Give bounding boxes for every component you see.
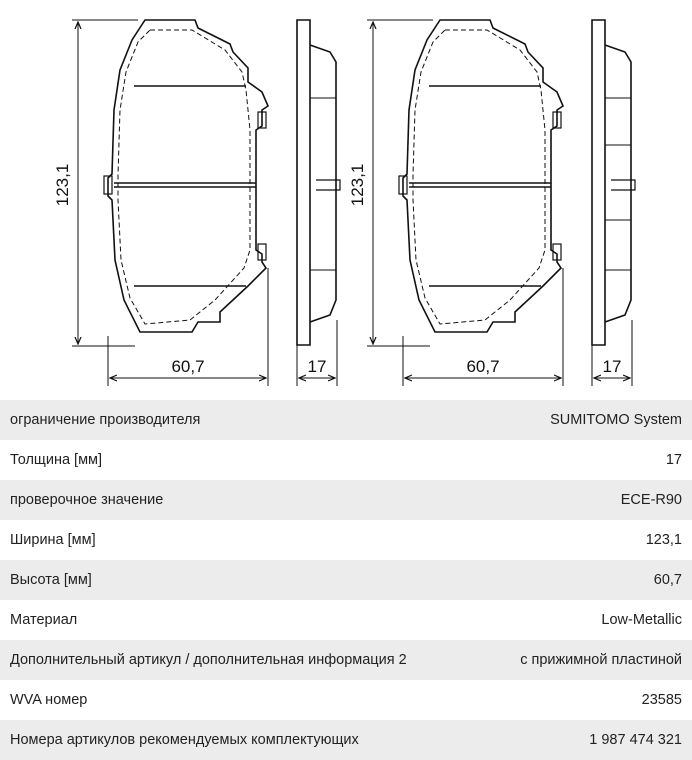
left-thickness-dimension: 17 [307,357,327,376]
left-side-backplate [297,20,310,345]
spec-row-supplementary-info [0,640,692,680]
spec-value: с прижимной пластиной [520,652,682,668]
spec-label: Высота [мм] [10,572,92,588]
spec-label: проверочное значение [10,492,164,508]
right-pad-group [348,20,635,386]
spec-label: Толщина [мм] [10,452,103,468]
left-side-friction [310,45,336,322]
right-side-backplate [592,20,605,345]
spec-row-width [0,520,692,560]
spec-row-height [0,560,692,600]
left-width-dimension: 60,7 [171,357,205,376]
right-height-dimension: 123,1 [348,163,367,207]
spec-value: ECE-R90 [620,492,682,508]
spec-label: Ширина [мм] [10,532,96,548]
spec-row-material [0,600,692,640]
spec-value: SUMITOMO System [550,412,682,428]
spec-label: Номера артикулов рекомендуемых комплектующих [10,732,359,748]
spec-value: 23585 [641,692,682,708]
spec-row-manufacturer-restriction [0,400,692,440]
spec-row-thickness [0,440,692,480]
spec-label: Материал [10,612,78,628]
left-pad-group [53,20,340,386]
right-width-dimension: 60,7 [466,357,500,376]
right-pad-inner-outline [413,30,545,324]
spec-value: 17 [665,452,682,468]
right-thickness-dimension: 17 [602,357,622,376]
left-pad-outline [108,20,268,332]
spec-row-wva-number [0,680,692,720]
spec-value: 1 987 474 321 [589,732,682,748]
spec-label: Дополнительный артикул / дополнительная информация 2 [10,652,407,668]
spec-row-recommended-accessories [0,720,692,760]
spec-row-test-mark [0,480,692,520]
left-height-dimension: 123,1 [53,163,72,207]
right-side-friction [605,45,631,322]
spec-label: ограничение производителя [10,412,201,428]
right-pad-outline [403,20,563,332]
spec-value: 60,7 [653,572,682,588]
spec-value: Low-Metallic [601,612,682,628]
spec-label: WVA номер [10,692,88,708]
specification-table [0,400,692,760]
left-pad-inner-outline [118,30,250,324]
spec-value: 123,1 [645,532,682,548]
